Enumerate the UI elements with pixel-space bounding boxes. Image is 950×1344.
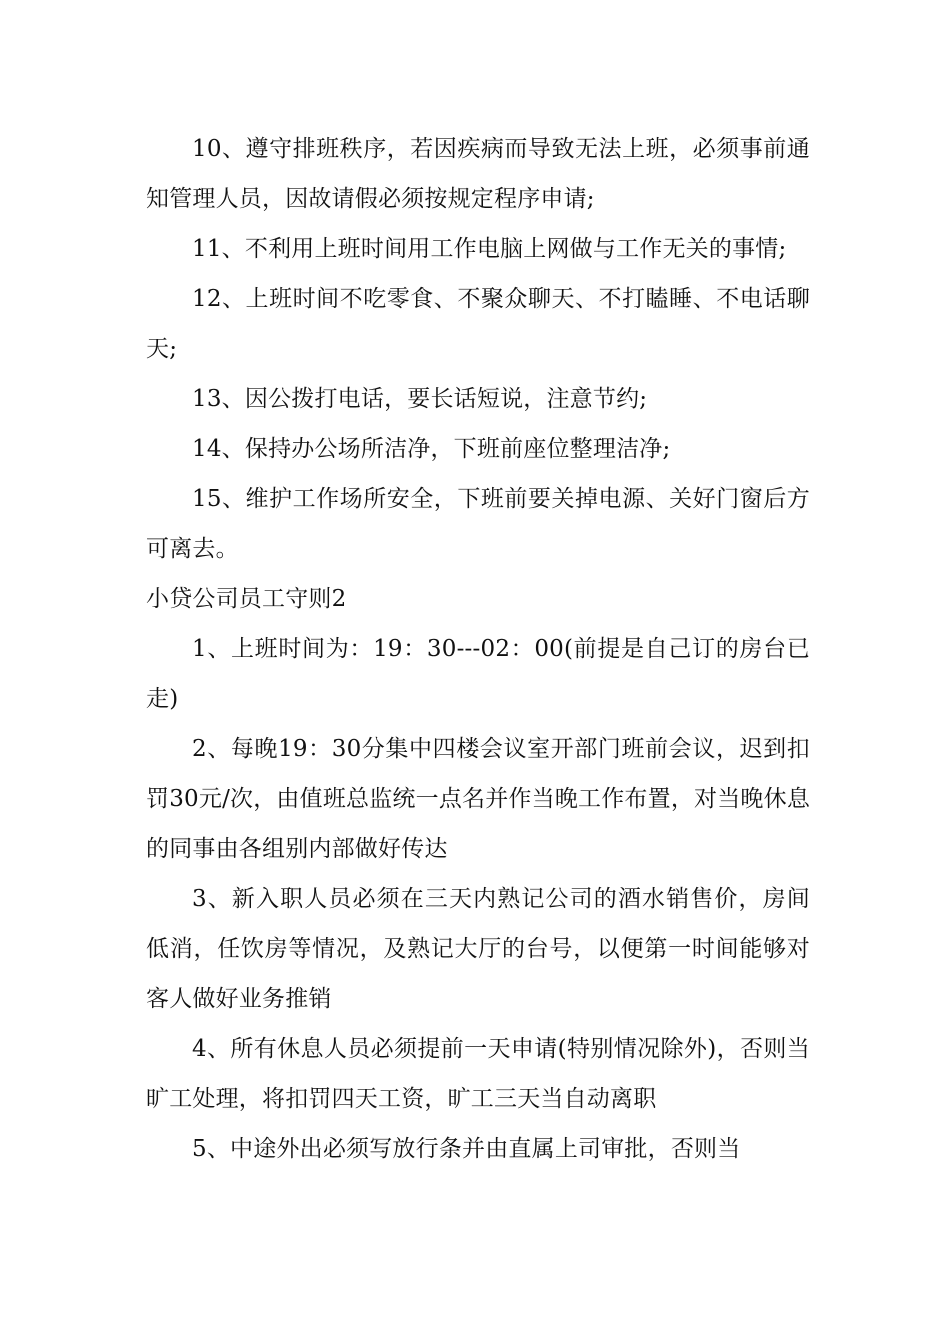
rule-15: 15、维护工作场所安全，下班前要关掉电源、关好门窗后方可离去。 xyxy=(146,486,810,562)
section2-rule-2: 2、每晚19：30分集中四楼会议室开部门班前会议，迟到扣罚30元/次，由值班总监统一点名并作当晚工作布置，对当晚休息的同事由各组别内部做好传达 xyxy=(146,736,811,862)
section-heading: 小贷公司员工守则2 xyxy=(146,586,347,612)
section2-rule-5: 5、中途外出必须写放行条并由直属上司审批，否则当 xyxy=(192,1136,741,1162)
rule-12: 12、上班时间不吃零食、不聚众聊天、不打瞌睡、不电话聊天; xyxy=(146,286,810,362)
rule-11: 11、不利用上班时间用工作电脑上网做与工作无关的事情; xyxy=(192,236,787,262)
section2-rule-1: 1、上班时间为：19：30---02：00(前提是自己订的房台已走) xyxy=(146,636,810,712)
section2-rule-4: 4、所有休息人员必须提前一天申请(特别情况除外)，否则当旷工处理，将扣罚四天工资，旷工三天当自动离职 xyxy=(146,1036,810,1112)
rule-14: 14、保持办公场所洁净，下班前座位整理洁净; xyxy=(192,436,671,462)
rule-13: 13、因公拨打电话，要长话短说，注意节约; xyxy=(192,386,648,412)
rule-10: 10、遵守排班秩序，若因疾病而导致无法上班，必须事前通知管理人员，因故请假必须按规定程序申请; xyxy=(146,136,810,212)
section2-rule-3: 3、新入职人员必须在三天内熟记公司的酒水销售价，房间低消，任饮房等情况，及熟记大厅的台号，以便第一时间能够对客人做好业务推销 xyxy=(146,886,810,1012)
document-body xyxy=(146,124,810,1174)
